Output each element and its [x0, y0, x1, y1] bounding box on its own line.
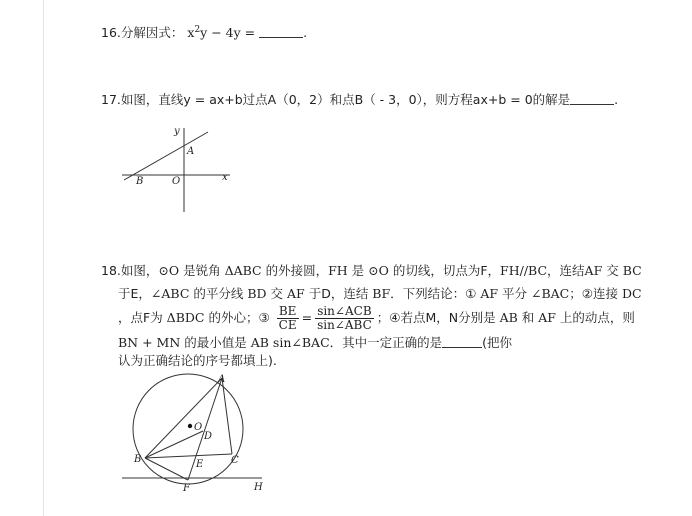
q18-math: ∠ABC — [150, 286, 190, 301]
q18-text: 是锐角 — [179, 263, 225, 278]
q17-suffix: . — [614, 92, 619, 107]
q18-segment-ab — [145, 378, 222, 458]
q17-text: 17.如图，直线y = ax+b过点A（0，2）和点B（ - 3，0），则方程ax+b = 0的解是 — [101, 92, 571, 107]
q18-text: 上的动点，则 — [555, 310, 635, 325]
q18-text: 交 — [266, 286, 288, 301]
q18-math: BF — [372, 286, 391, 301]
q18-label-e: E — [196, 459, 204, 470]
q17-label-o: O — [172, 176, 181, 187]
page-left-border — [43, 0, 44, 516]
q18-label-b: B — [134, 454, 142, 465]
fraction-denominator: sin∠ABC — [317, 318, 372, 332]
fraction-numerator: BE — [277, 305, 299, 319]
q18-figure — [118, 370, 278, 495]
q18-text: 是 — [347, 263, 369, 278]
q18-math: ∠BAC — [531, 286, 570, 301]
q18-text: (把你 — [482, 335, 513, 350]
q18-math: AB sin∠BAC — [250, 335, 330, 350]
q18-text: 交 — [602, 263, 623, 278]
q17-label-y: y — [174, 126, 180, 137]
q16-expr-rest: y − 4y = — [200, 25, 256, 40]
q18-math: ⊙O — [158, 263, 180, 278]
q17-answer-blank[interactable] — [570, 92, 614, 105]
q16-expr-exponent: 2 — [194, 25, 201, 35]
q18-segment-bc — [145, 454, 232, 458]
q18-fraction-be-ce — [277, 305, 299, 332]
q18-text: ，点F为 — [118, 310, 167, 325]
q16-suffix: . — [303, 25, 308, 40]
q18-math: DC — [621, 286, 642, 301]
question-17 — [101, 91, 618, 109]
fraction-numerator: sin∠ACB — [315, 305, 374, 319]
q18-math: FH — [328, 263, 348, 278]
q18-math: ⊙O — [368, 263, 389, 278]
q18-label-f: F — [183, 483, 190, 494]
q18-text: 和 — [517, 310, 539, 325]
q17-label-x: x — [222, 172, 228, 183]
q18-math: AB — [499, 310, 518, 325]
q18-math: FH//BC — [500, 263, 548, 278]
q17-label-a: A — [187, 146, 195, 157]
q18-label-h: H — [254, 482, 263, 493]
q18-text: 平分 — [498, 286, 531, 301]
question-18-line-3 — [118, 303, 635, 333]
q17-graph — [118, 122, 238, 217]
q18-fraction-sin — [315, 305, 374, 332]
q18-text: 的外心；③ — [204, 310, 274, 325]
q18-math: ΔBDC — [166, 310, 205, 325]
q18-text: ；④若点M，N分别是 — [376, 310, 500, 325]
q18-segment-bd — [145, 431, 203, 458]
q18-text: 于D，连结 — [304, 286, 373, 301]
q18-math: BN + MN — [118, 335, 181, 350]
q18-text: 的最小值是 — [180, 335, 251, 350]
q18-text: 18.如图， — [101, 263, 159, 278]
q18-label-o: O — [194, 422, 203, 433]
q18-label-c: C — [231, 455, 239, 466]
q18-label-d: D — [204, 431, 213, 442]
q18-segment-bf — [145, 458, 188, 480]
q18-circle — [133, 374, 243, 484]
q18-math: AF — [480, 286, 499, 301]
q18-answer-blank[interactable] — [442, 335, 482, 348]
question-18-line-2 — [118, 285, 642, 303]
question-16 — [101, 24, 307, 42]
q18-math: AF — [584, 263, 603, 278]
q18-math: AF — [287, 286, 305, 301]
q18-equals: = — [301, 310, 313, 325]
q18-text: ．其中一定正确的是 — [329, 335, 443, 350]
q18-text: 的平分线 — [189, 286, 248, 301]
q18-label-a: A — [218, 374, 226, 385]
q18-text: 于E， — [118, 286, 151, 301]
question-18-line-4 — [118, 334, 512, 352]
q18-text: 的切线，切点为F， — [388, 263, 501, 278]
q17-line-graph — [124, 132, 208, 180]
q18-math: AF — [538, 310, 556, 325]
fraction-denominator: CE — [278, 318, 297, 332]
q18-center-point — [188, 424, 192, 428]
q18-text: ．下列结论：① — [390, 286, 481, 301]
q18-math: BD — [247, 286, 267, 301]
q17-label-b: B — [136, 176, 144, 187]
q18-text: 的外接圆， — [261, 263, 329, 278]
q18-segment-ac — [222, 378, 232, 454]
q18-text: ，连结 — [547, 263, 585, 278]
q16-expr-x: x — [187, 25, 195, 40]
question-18-line-5 — [118, 352, 277, 370]
q16-expression — [187, 25, 255, 40]
q18-text: 认为正确结论的序号都填上). — [118, 353, 277, 368]
q16-prefix: 16.分解因式： — [101, 25, 184, 40]
q16-answer-blank[interactable] — [259, 25, 303, 38]
question-18-line-1 — [101, 262, 642, 280]
q18-math: BC — [622, 263, 642, 278]
q18-math: ΔABC — [224, 263, 262, 278]
q18-text: ；②连接 — [569, 286, 622, 301]
